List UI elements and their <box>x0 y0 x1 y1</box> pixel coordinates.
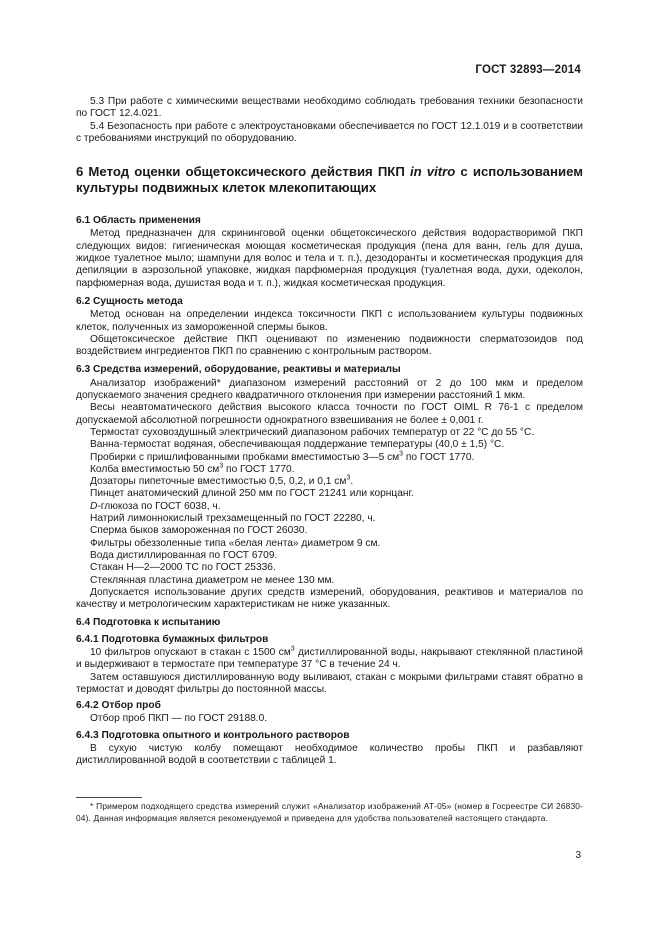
equipment-item: Вода дистиллированная по ГОСТ 6709. <box>90 549 278 561</box>
paragraph-6-4-2: Отбор проб ПКП — по ГОСТ 29188.0. <box>90 713 268 725</box>
footnote-divider <box>76 797 142 798</box>
equipment-item: Стакан Н—2—2000 ТС по ГОСТ 25336. <box>90 562 276 574</box>
document-body <box>76 96 583 768</box>
paragraph-5-4: 5.4 Безопасность при работе с электроустановками обеспечивается по ГОСТ 12.1.019 и в соответствии с требованиями инструкций по оборудованию. <box>76 120 583 144</box>
equipment-item: Фильтры обеззоленные типа «белая лента» диаметром 9 см. <box>90 537 381 549</box>
standard-header: ГОСТ 32893—2014 <box>475 64 581 76</box>
equipment-item: Весы неавтоматического действия высокого класса точности по ГОСТ OIML R 76-1 с пределом допускаемой абсолютной погрешности однократного взвешивания не более ± 0,001 г. <box>76 402 583 426</box>
equipment-item: Анализатор изображений* диапазоном измерений расстояний от 2 до 100 мкм и пределом допускаемого значения среднего квадратичного отклонения при измерении расстояний 1 мкм. <box>76 377 583 402</box>
equipment-list <box>76 378 583 612</box>
equipment-item: Натрий лимоннокислый трехзамещенный по ГОСТ 22280, ч. <box>90 513 376 525</box>
equipment-item: Термостат суховоздушный электрический диапазоном рабочих температур от 22 °С до 55 °С. <box>90 426 535 438</box>
heading-6-4-1: 6.4.1 Подготовка бумажных фильтров <box>76 633 269 645</box>
equipment-item: Пинцет анатомический длиной 250 мм по ГОСТ 21241 или корнцанг. <box>90 488 414 500</box>
paragraph-5-3: 5.3 При работе с химическими веществами необходимо соблюдать требования техники безопасности по ГОСТ 12.4.021. <box>76 96 583 120</box>
heading-6-3: 6.3 Средства измерений, оборудование, реактивы и материалы <box>76 364 401 376</box>
paragraph-6-4-1-b: Затем оставшуюся дистиллированную воду выливают, стакан с мокрыми фильтрами ставят обратно в термостат и доводят фильтры до постоянной массы. <box>76 671 583 695</box>
footnote: * Примером подходящего средства измерений служит «Анализатор изображений АТ-05» (номер в Госреестре СИ 26830-04). Данная информация является рекомендуемой и приведена для удобства пользователей настоящего стандарта. <box>76 801 583 823</box>
equipment-item: Ванна-термостат водяная, обеспечивающая поддержание температуры (40,0 ± 1,5) °С. <box>90 439 505 451</box>
heading-6-1: 6.1 Область применения <box>76 215 201 227</box>
heading-6-4: 6.4 Подготовка к испытанию <box>76 617 221 629</box>
equipment-item: Колба вместимостью 50 $см^3$ по ГОСТ 1770. <box>90 462 295 475</box>
paragraph-6-2-b: Общетоксическое действие ПКП оценивают по изменению подвижности сперматозоидов под воздействием ингредиентов ПКП по сравнению с контрольным раствором. <box>76 333 583 358</box>
equipment-item: D-глюкоза по ГОСТ 6038, ч. <box>90 500 221 512</box>
paragraph-6-2-a: Метод основан на определении индекса токсичности ПКП с использованием культуры подвижных клеток, полученных из замороженной спермы быков. <box>76 309 583 333</box>
section-6-title: 6 Метод оценки общетоксического действия ПКП in vitro с использованием культуры подвижных клеток млекопитающих <box>76 164 583 196</box>
heading-6-4-2: 6.4.2 Отбор проб <box>76 700 161 712</box>
equipment-item: Сперма быков замороженная по ГОСТ 26030. <box>90 525 308 537</box>
equipment-item: Стеклянная пластина диаметром не менее 130 мм. <box>90 574 335 586</box>
equipment-item: Дозаторы пипеточные вместимостью 0,5, 0,2, и 0,1 $см^3$. <box>90 474 354 488</box>
heading-6-2: 6.2 Сущность метода <box>76 295 183 307</box>
paragraph-6-4-1-a: 10 фильтров опускают в стакан с 1500 $см^3$ дистиллированной воды, накрывают стеклянной пластиной и выдерживают в термостате при температуре 37 °С в течение 24 ч. <box>76 645 583 671</box>
page-number: 3 <box>575 850 581 861</box>
equipment-note: Допускается использование других средств измерений, оборудования, реактивов и материалов по качеству и метрологическим характеристикам не ниже указанных. <box>76 586 583 611</box>
paragraph-6-4-3: В сухую чистую колбу помещают необходимое количество пробы ПКП и разбавляют дистиллированной водой в соответствии с таблицей 1. <box>76 743 583 767</box>
heading-6-4-3: 6.4.3 Подготовка опытного и контрольного растворов <box>76 729 350 741</box>
equipment-item: Пробирки с пришлифованными пробками вместимостью 3—5 $см^3$ по ГОСТ 1770. <box>90 450 475 463</box>
paragraph-6-1: Метод предназначен для скрининговой оценки общетоксического действия водорастворимой ПКП следующих видов: гигиеническая моющая косметическая продукция (пена для ванн, гель для душа, жидкое туалетное мыло; шампуни для волос и тела и т. п.), дезодоранты и косметическая продукция для депиляции в аэрозольной упаковке, жидкая парфюмерная продукция (туалетная вода, духи, одеколон, парфюмерная вода, душистая вода и т. п.), жидкая косметическая продукция. <box>76 228 583 289</box>
